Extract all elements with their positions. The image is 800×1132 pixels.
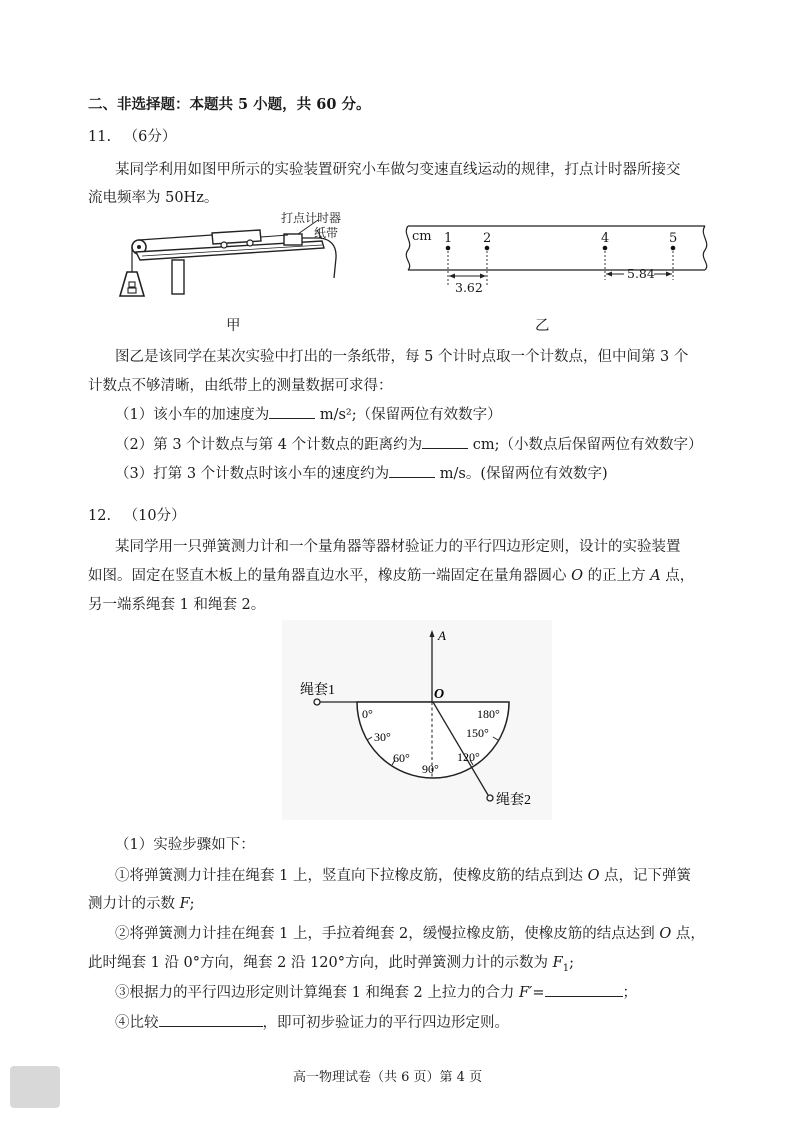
figure-protractor <box>282 620 552 820</box>
q12-step2-pre: ②将弹簧测力计挂在绳套 1 上，手拉着绳套 2，缓慢拉橡皮筋，使橡皮筋的结点达到 <box>115 926 660 942</box>
caption-yi: 乙 <box>535 318 550 334</box>
q11-number: 11. <box>88 129 112 145</box>
q12-intro-line1: 某同学用一只弹簧测力计和一个量角器等器材验证力的平行四边形定则，设计的实验装置 <box>115 539 681 555</box>
q12-step1-point-o: O <box>587 868 600 884</box>
q11-score: （6分） <box>123 129 177 145</box>
section-title: 二、非选择题：本题共 5 小题，共 60 分。 <box>88 96 371 113</box>
q12-step2-line2-pre: 此时绳套 1 沿 0°方向，绳套 2 沿 120°方向，此时弹簧测力计的示数为 <box>88 955 553 971</box>
q11-header <box>88 125 176 146</box>
tape-label-2: 2 <box>483 231 492 246</box>
q12-point-o: O <box>571 568 583 584</box>
q12-step2-var: F <box>552 955 563 971</box>
q11-sub3-answer-blank[interactable] <box>389 464 435 478</box>
q12-step1-line1 <box>115 864 691 885</box>
label-ticker-timer: 打点计时器 <box>281 211 342 225</box>
tape-dot-4 <box>603 246 608 251</box>
corner-thumbnail[interactable] <box>10 1066 60 1108</box>
q11-sub1-prompt: （1）该小车的加速度为 <box>115 407 270 423</box>
q12-step2-line2 <box>88 951 574 974</box>
q12-step1-var: F <box>179 896 190 912</box>
angle-60: 60° <box>393 751 410 765</box>
q12-step2-sub: 1 <box>562 962 570 974</box>
q12-intro-line3: 另一端系绳套 1 和绳套 2。 <box>88 597 266 613</box>
label-rope-2: 绳套2 <box>496 793 531 808</box>
q11-intro-line1: 某同学利用如图甲所示的实验装置研究小车做匀变速直线运动的规律，打点计时器所接交 <box>115 162 681 178</box>
q11-sub3 <box>115 462 608 483</box>
q12-steps-title: （1）实验步骤如下： <box>115 837 255 853</box>
q12-header <box>88 504 186 525</box>
tape-dist-45: 5.84 <box>627 266 655 281</box>
q11-sub2 <box>115 433 703 454</box>
q12-step3-pre: ③根据力的平行四边形定则计算绳套 1 和绳套 2 上拉力的合力 <box>115 985 519 1001</box>
angle-30: 30° <box>374 730 391 744</box>
q12-step4-answer-blank[interactable] <box>159 1013 263 1027</box>
q12-step4 <box>115 1011 509 1032</box>
label-paper-tape: 纸带 <box>314 226 339 240</box>
rope-2-loop-icon <box>487 795 493 801</box>
q12-intro-line2-pre: 如图。固定在竖直木板上的量角器直边水平，橡皮筋一端固定在量角器圆心 <box>88 568 572 584</box>
q12-point-a: A <box>650 568 661 584</box>
label-rope-1: 绳套1 <box>300 683 335 698</box>
label-o: O <box>434 687 445 702</box>
q11-sub1 <box>115 403 502 424</box>
q12-step2-line1 <box>115 922 705 943</box>
q12-intro-line2-post: 点， <box>660 568 695 584</box>
rope-1-loop-icon <box>314 699 320 705</box>
angle-0: 0° <box>362 707 373 721</box>
angle-180: 180° <box>477 707 500 721</box>
q12-step3-eq: = <box>532 985 545 1001</box>
q11-sub1-answer-blank[interactable] <box>269 405 315 419</box>
q11-sub2-answer-blank[interactable] <box>422 435 468 449</box>
q12-step2-line2-post: ; <box>569 955 574 971</box>
q12-intro-line2 <box>88 564 694 585</box>
q12-step3-post: ； <box>622 985 638 1001</box>
q12-score: （10分） <box>123 508 186 524</box>
q11-para-line2: 计数点不够清晰，由纸带上的测量数据可求得： <box>88 378 393 394</box>
q11-sub3-note: m/s。(保留两位有效数字) <box>435 466 608 482</box>
tape-dist-12: 3.62 <box>455 280 483 295</box>
q11-para-line1: 图乙是该同学在某次实验中打出的一条纸带，每 5 个计时点取一个计数点，但中间第 3 个 <box>115 349 689 365</box>
q11-intro-line2: 流电频率为 50Hz。 <box>88 190 219 206</box>
tape-label-1: 1 <box>444 231 453 246</box>
q12-step3 <box>115 981 637 1002</box>
tape-dot-5 <box>671 246 676 251</box>
angle-120: 120° <box>457 750 480 764</box>
q12-number: 12. <box>88 508 112 524</box>
ticker-timer-icon <box>284 234 302 245</box>
q12-step1-line2-pre: 测力计的示数 <box>88 896 180 912</box>
q12-step4-post: ，即可初步验证力的平行四边形定则。 <box>262 1015 509 1031</box>
q11-sub2-prompt: （2）第 3 个计数点与第 4 个计数点的距离约为 <box>115 437 423 453</box>
page-footer: 高一物理试卷（共 6 页）第 4 页 <box>293 1070 483 1085</box>
q12-step1-post: 点，记下弹簧 <box>599 868 692 884</box>
tape-label-5: 5 <box>669 231 678 246</box>
q12-step1-line2 <box>88 892 195 913</box>
q12-intro-line2-mid: 的正上方 <box>583 568 651 584</box>
q12-step4-pre: ④比较 <box>115 1015 159 1031</box>
angle-90: 90° <box>422 762 439 776</box>
q12-step1-pre: ①将弹簧测力计挂在绳套 1 上，竖直向下拉橡皮筋，使橡皮筋的结点到达 <box>115 868 588 884</box>
tape-label-4: 4 <box>601 231 610 246</box>
q12-step1-line2-post: ; <box>189 896 195 912</box>
caption-jia: 甲 <box>226 318 241 334</box>
tape-dot-2 <box>485 246 490 251</box>
q12-step3-answer-blank[interactable] <box>545 983 623 997</box>
q11-sub3-prompt: （3）打第 3 个计数点时该小车的速度约为 <box>115 466 390 482</box>
tape-unit: cm <box>412 229 432 244</box>
angle-150: 150° <box>466 726 489 740</box>
q11-sub2-note: cm;（小数点后保留两位有效数字） <box>468 437 703 453</box>
label-a: A <box>438 628 446 643</box>
q12-step2-post: 点， <box>671 926 705 942</box>
tape-dot-1 <box>446 246 451 251</box>
q12-step2-point-o: O <box>659 926 672 942</box>
q11-sub1-note: ;（保留两位有效数字） <box>351 407 502 423</box>
hanging-weight-icon <box>120 272 144 296</box>
q12-step3-var: F′ <box>519 985 533 1001</box>
q11-sub1-unit: m/s² <box>319 407 352 423</box>
